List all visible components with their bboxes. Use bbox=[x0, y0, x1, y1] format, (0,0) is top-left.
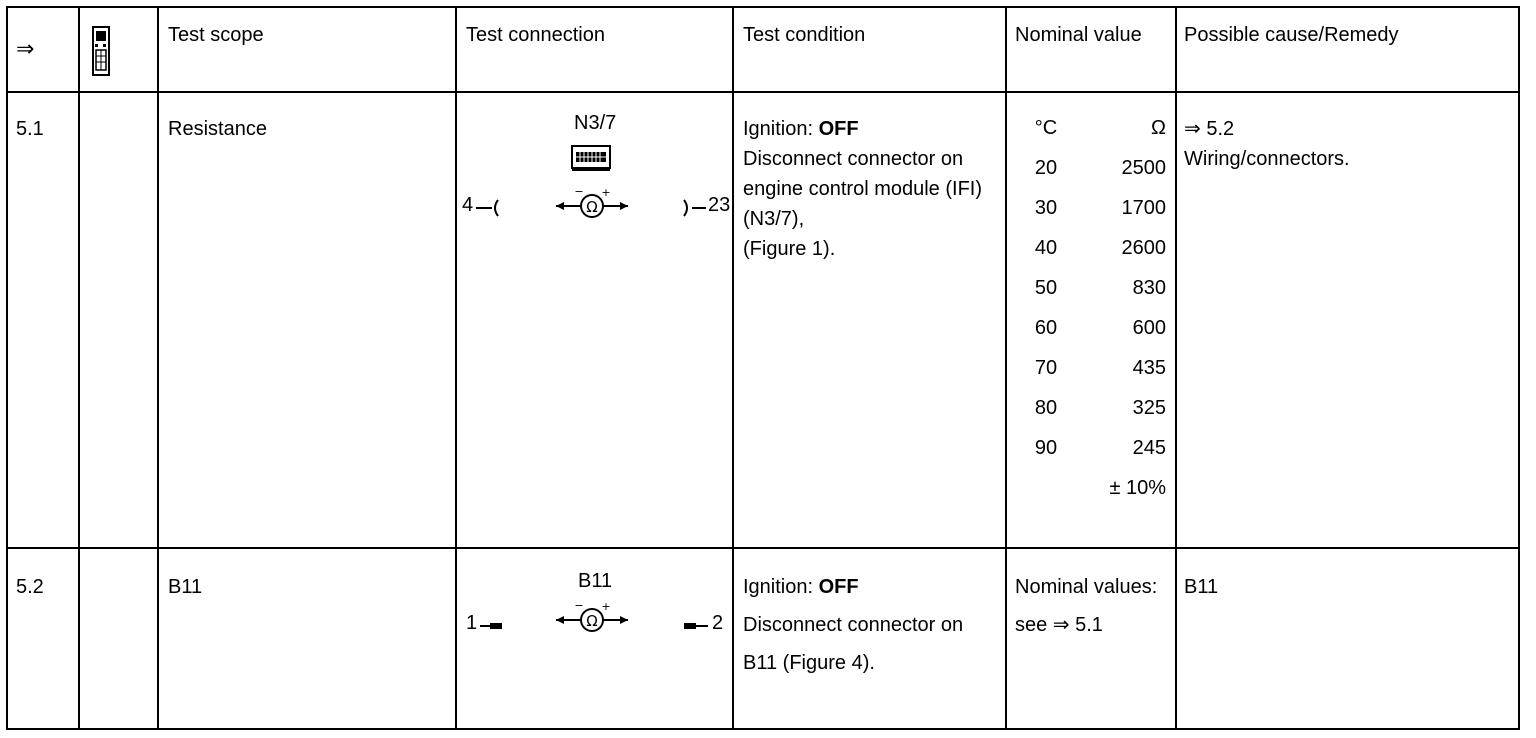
ohm-value: 1700 bbox=[1121, 197, 1166, 219]
tolerance-row bbox=[1016, 468, 1166, 508]
row-5-2-scope: B11 bbox=[168, 576, 203, 598]
temp-value: 40 bbox=[1034, 237, 1058, 259]
table-row bbox=[1016, 388, 1166, 428]
table-row bbox=[1016, 268, 1166, 308]
temp-value: 70 bbox=[1034, 357, 1058, 379]
header-test-connection: Test connection bbox=[466, 24, 605, 46]
row-5-2-condition-line: Disconnect connector on bbox=[743, 614, 964, 636]
table-row bbox=[1016, 148, 1166, 188]
temp-value: 20 bbox=[1034, 157, 1058, 179]
unit-resistance: Ω bbox=[1151, 117, 1166, 139]
header-possible-cause: Possible cause/Remedy bbox=[1184, 24, 1399, 46]
control-module-icon bbox=[570, 144, 612, 174]
left-pin-label: 1 bbox=[466, 612, 478, 634]
temp-value: 90 bbox=[1034, 437, 1058, 459]
table-row bbox=[1016, 228, 1166, 268]
temp-value: 60 bbox=[1034, 317, 1058, 339]
svg-text:Ω: Ω bbox=[586, 198, 598, 216]
header-test-scope: Test scope bbox=[168, 24, 264, 46]
ohm-value: 245 bbox=[1132, 437, 1166, 459]
svg-text:+: + bbox=[601, 188, 611, 199]
nominal-units-row bbox=[1016, 108, 1166, 148]
nominal-value-table bbox=[1016, 108, 1166, 508]
row-5-2-connection bbox=[456, 560, 733, 640]
row-5-1-connection bbox=[456, 102, 733, 262]
table-row bbox=[1016, 428, 1166, 468]
tolerance-value: ± 10% bbox=[1109, 477, 1166, 499]
left-probe-icon bbox=[480, 618, 504, 634]
header-test-condition: Test condition bbox=[743, 24, 866, 46]
table-row bbox=[1016, 308, 1166, 348]
header-nominal-value: Nominal value bbox=[1015, 24, 1142, 46]
row-5-1-cause-link[interactable]: ⇒ 5.2 bbox=[1184, 118, 1235, 140]
svg-text:Ω: Ω bbox=[586, 612, 598, 630]
row-5-2-nominal-link[interactable]: see ⇒ 5.1 bbox=[1015, 614, 1103, 636]
row-5-2-step: 5.2 bbox=[16, 576, 44, 598]
ignition-label: Ignition: bbox=[743, 118, 819, 140]
ohm-value: 325 bbox=[1132, 397, 1166, 419]
svg-text:+: + bbox=[601, 602, 611, 613]
row-5-2-condition-line: B11 (Figure 4). bbox=[743, 652, 875, 674]
row-5-1-step: 5.1 bbox=[16, 118, 44, 140]
ohm-value: 600 bbox=[1132, 317, 1166, 339]
ohm-value: 435 bbox=[1132, 357, 1166, 379]
table-row bbox=[1016, 348, 1166, 388]
ohmmeter-icon bbox=[554, 602, 630, 636]
ohm-value: 830 bbox=[1132, 277, 1166, 299]
ohm-value: 2500 bbox=[1121, 157, 1166, 179]
right-pin-label: 23 bbox=[708, 194, 731, 216]
ignition-state: OFF bbox=[818, 118, 859, 140]
row-5-1-cause-text: Wiring/connectors. bbox=[1184, 148, 1350, 170]
svg-text:−: − bbox=[574, 188, 584, 198]
left-pin-label: 4 bbox=[462, 194, 474, 216]
row-5-1-condition-line: (N3/7), bbox=[743, 208, 805, 230]
test-table bbox=[6, 6, 1520, 730]
ohmmeter-icon bbox=[554, 188, 630, 222]
temp-value: 50 bbox=[1034, 277, 1058, 299]
row-5-1-ignition bbox=[743, 114, 859, 144]
row-5-2-cause-text: B11 bbox=[1184, 576, 1219, 598]
svg-text:−: − bbox=[574, 602, 584, 612]
right-probe-icon bbox=[682, 198, 706, 218]
table-row bbox=[1016, 188, 1166, 228]
right-pin-label: 2 bbox=[712, 612, 724, 634]
ohm-value: 2600 bbox=[1121, 237, 1166, 259]
row-5-1-condition-line: (Figure 1). bbox=[743, 238, 836, 260]
row-5-1-scope: Resistance bbox=[168, 118, 267, 140]
row-5-1-condition-line: engine control module (IFI) bbox=[743, 178, 983, 200]
row-5-1-condition-line: Disconnect connector on bbox=[743, 148, 964, 170]
row-5-2-nominal-line: Nominal values: bbox=[1015, 576, 1158, 598]
temp-value: 30 bbox=[1034, 197, 1058, 219]
tester-device-icon bbox=[90, 26, 112, 85]
right-probe-icon bbox=[682, 618, 708, 634]
ignition-label: Ignition: bbox=[743, 576, 819, 598]
component-label: B11 bbox=[578, 570, 613, 592]
ignition-state: OFF bbox=[818, 576, 859, 598]
row-5-2-ignition bbox=[743, 572, 859, 602]
header-arrow: ⇒ bbox=[16, 36, 35, 61]
unit-temp: °C bbox=[1034, 117, 1058, 139]
temp-value: 80 bbox=[1034, 397, 1058, 419]
left-probe-icon bbox=[476, 198, 502, 218]
component-label: N3/7 bbox=[574, 112, 617, 134]
